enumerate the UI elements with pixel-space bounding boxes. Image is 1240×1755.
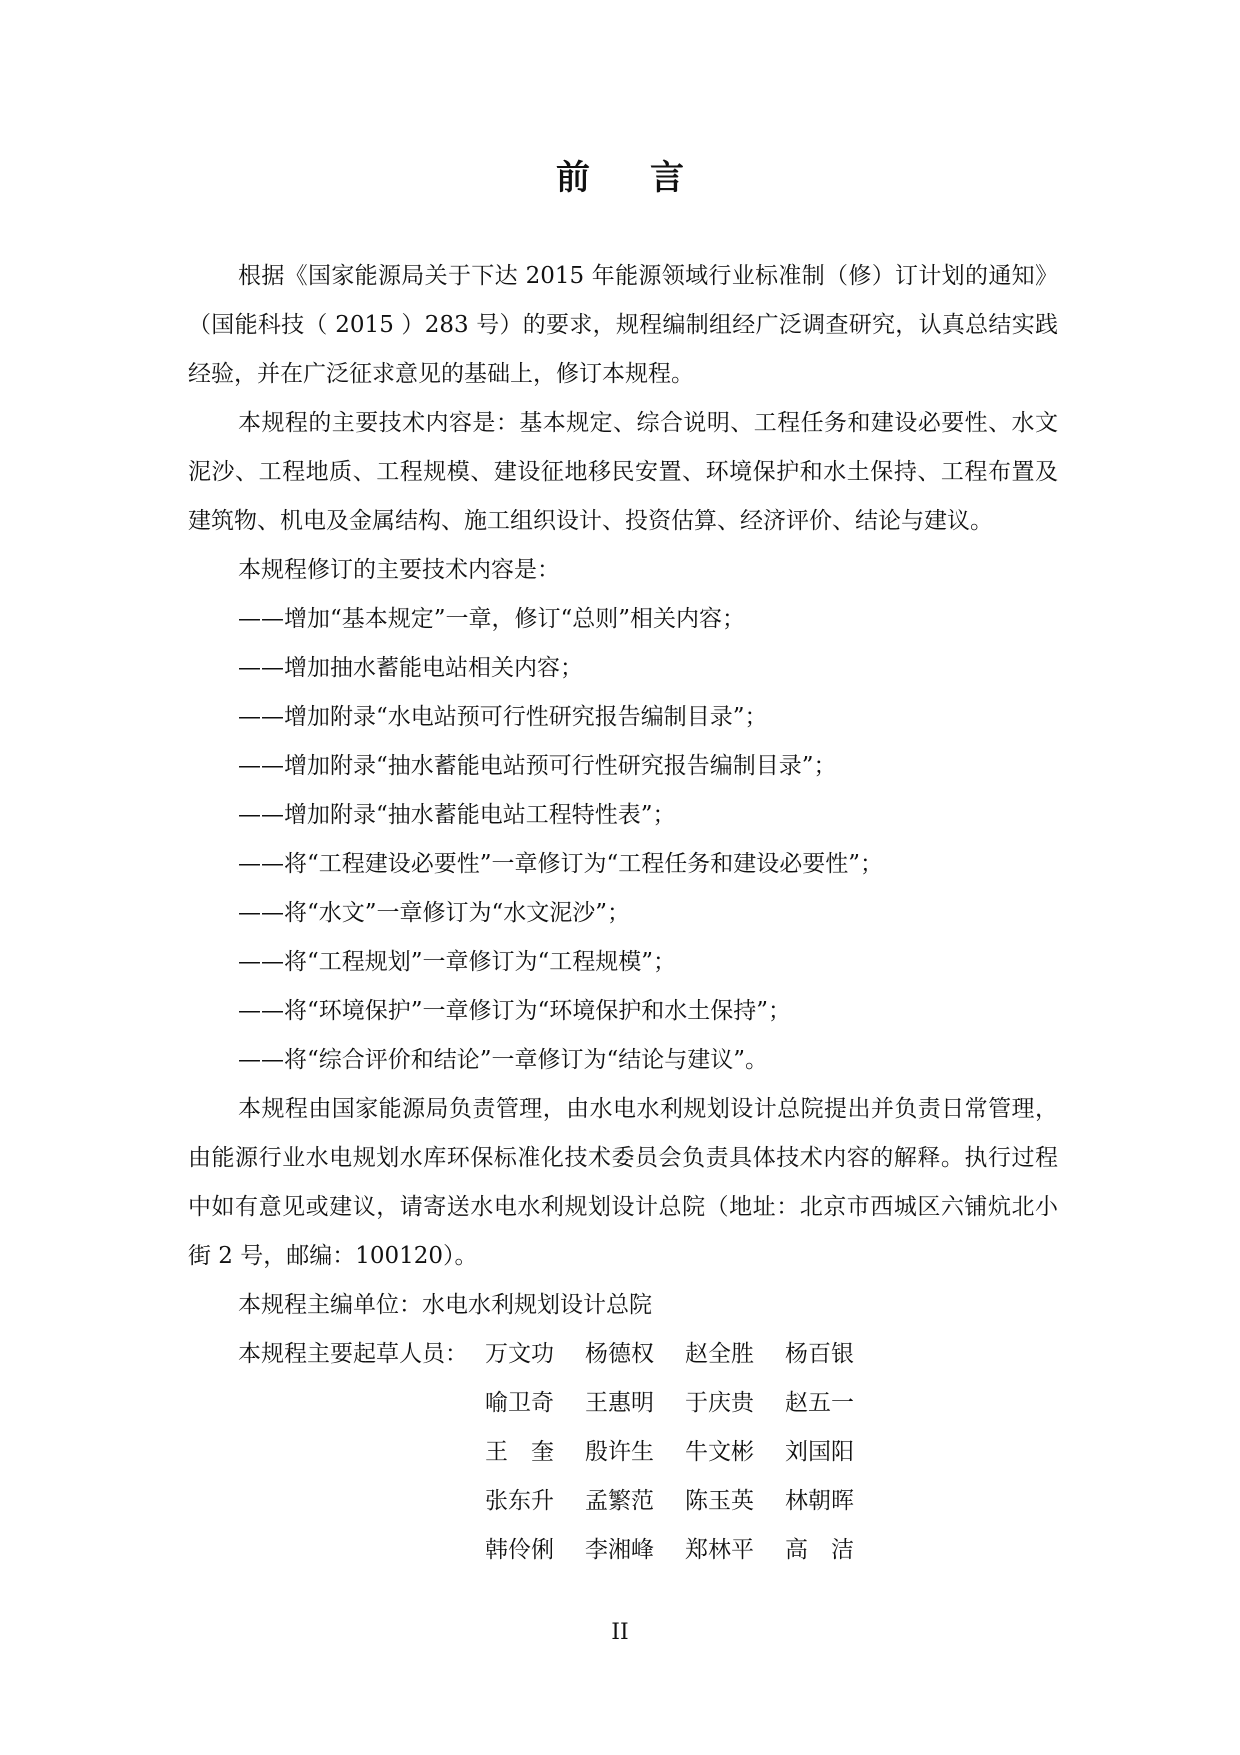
drafter-name: 高 洁 <box>785 1537 854 1563</box>
revision-item: ——将“工程建设必要性”一章修订为“工程任务和建设必要性”； <box>238 851 884 877</box>
drafter-name: 王 奎 <box>485 1439 554 1465</box>
drafter-name: 于庆贵 <box>685 1390 754 1416</box>
revision-item: ——将“水文”一章修订为“水文泥沙”； <box>238 900 631 926</box>
drafter-name: 孟繁范 <box>585 1488 654 1514</box>
revision-item: ——将“环境保护”一章修订为“环境保护和水土保持”； <box>238 998 792 1024</box>
drafters-row <box>485 1477 854 1526</box>
drafters-names <box>485 1330 854 1575</box>
drafter-name: 张东升 <box>485 1488 554 1514</box>
drafters-row <box>485 1526 854 1575</box>
revision-item: ——将“工程规划”一章修订为“工程规模”； <box>238 949 677 975</box>
page-number: II <box>611 1620 629 1645</box>
drafter-name: 赵全胜 <box>685 1341 754 1367</box>
title-char-2: 言 <box>650 158 684 198</box>
revision-item: ——增加“基本规定”一章，修订“总则”相关内容； <box>238 606 746 632</box>
drafter-name: 喻卫奇 <box>485 1390 554 1416</box>
revision-item: ——增加附录“抽水蓄能电站工程特性表”； <box>238 802 676 828</box>
drafter-name: 牛文彬 <box>685 1439 754 1465</box>
paragraph-revision-intro: 本规程修订的主要技术内容是： <box>238 557 560 583</box>
paragraph-plan-basis: 根据《国家能源局关于下达 2015 年能源领域行业标准制（修）订计划的通知》（国能科技（ 2015 ）283 号）的要求，规程编制组经广泛调查研究，认真总结实践经验，并在广泛征求意见的基础上，修订本规程。 <box>188 263 1058 387</box>
drafter-name: 王惠明 <box>585 1390 654 1416</box>
drafter-name: 殷许生 <box>585 1439 654 1465</box>
revision-item: ——增加抽水蓄能电站相关内容； <box>238 655 583 681</box>
drafters-section <box>188 1330 1058 1575</box>
revision-item: ——增加附录“水电站预可行性研究报告编制目录”； <box>238 704 768 730</box>
drafter-name: 杨德权 <box>585 1341 654 1367</box>
title-char-1: 前 <box>556 158 590 198</box>
drafters-label: 本规程主要起草人员： <box>238 1341 468 1367</box>
drafters-row <box>485 1428 854 1477</box>
revision-item: ——增加附录“抽水蓄能电站预可行性研究报告编制目录”； <box>238 753 837 779</box>
drafters-row <box>485 1379 854 1428</box>
drafter-name: 林朝晖 <box>785 1488 854 1514</box>
revision-list <box>188 595 1058 1085</box>
drafter-name: 杨百银 <box>785 1341 854 1367</box>
drafter-name: 赵五一 <box>785 1390 854 1416</box>
drafter-name: 刘国阳 <box>785 1439 854 1465</box>
page-title <box>0 150 1240 199</box>
paragraph-management: 本规程由国家能源局负责管理，由水电水利规划设计总院提出并负责日常管理，由能源行业水电规划水库环保标准化技术委员会负责具体技术内容的解释。执行过程中如有意见或建议，请寄送水电水利规划设计总院（地址：北京市西城区六铺炕北小街 2 号，邮编：100120）。 <box>188 1096 1058 1269</box>
foreword-body <box>188 252 1058 1575</box>
drafters-row <box>485 1330 854 1379</box>
drafter-name: 郑林平 <box>685 1537 754 1563</box>
drafter-name: 陈玉英 <box>685 1488 754 1514</box>
paragraph-main-content: 本规程的主要技术内容是：基本规定、综合说明、工程任务和建设必要性、水文泥沙、工程地质、工程规模、建设征地移民安置、环境保护和水土保持、工程布置及建筑物、机电及金属结构、施工组织设计、投资估算、经济评价、结论与建议。 <box>188 410 1058 534</box>
drafter-name: 万文功 <box>485 1341 554 1367</box>
drafter-name: 韩伶俐 <box>485 1537 554 1563</box>
revision-item: ——将“综合评价和结论”一章修订为“结论与建议”。 <box>238 1047 769 1073</box>
paragraph-chief-unit: 本规程主编单位：水电水利规划设计总院 <box>238 1292 652 1318</box>
drafter-name: 李湘峰 <box>585 1537 654 1563</box>
